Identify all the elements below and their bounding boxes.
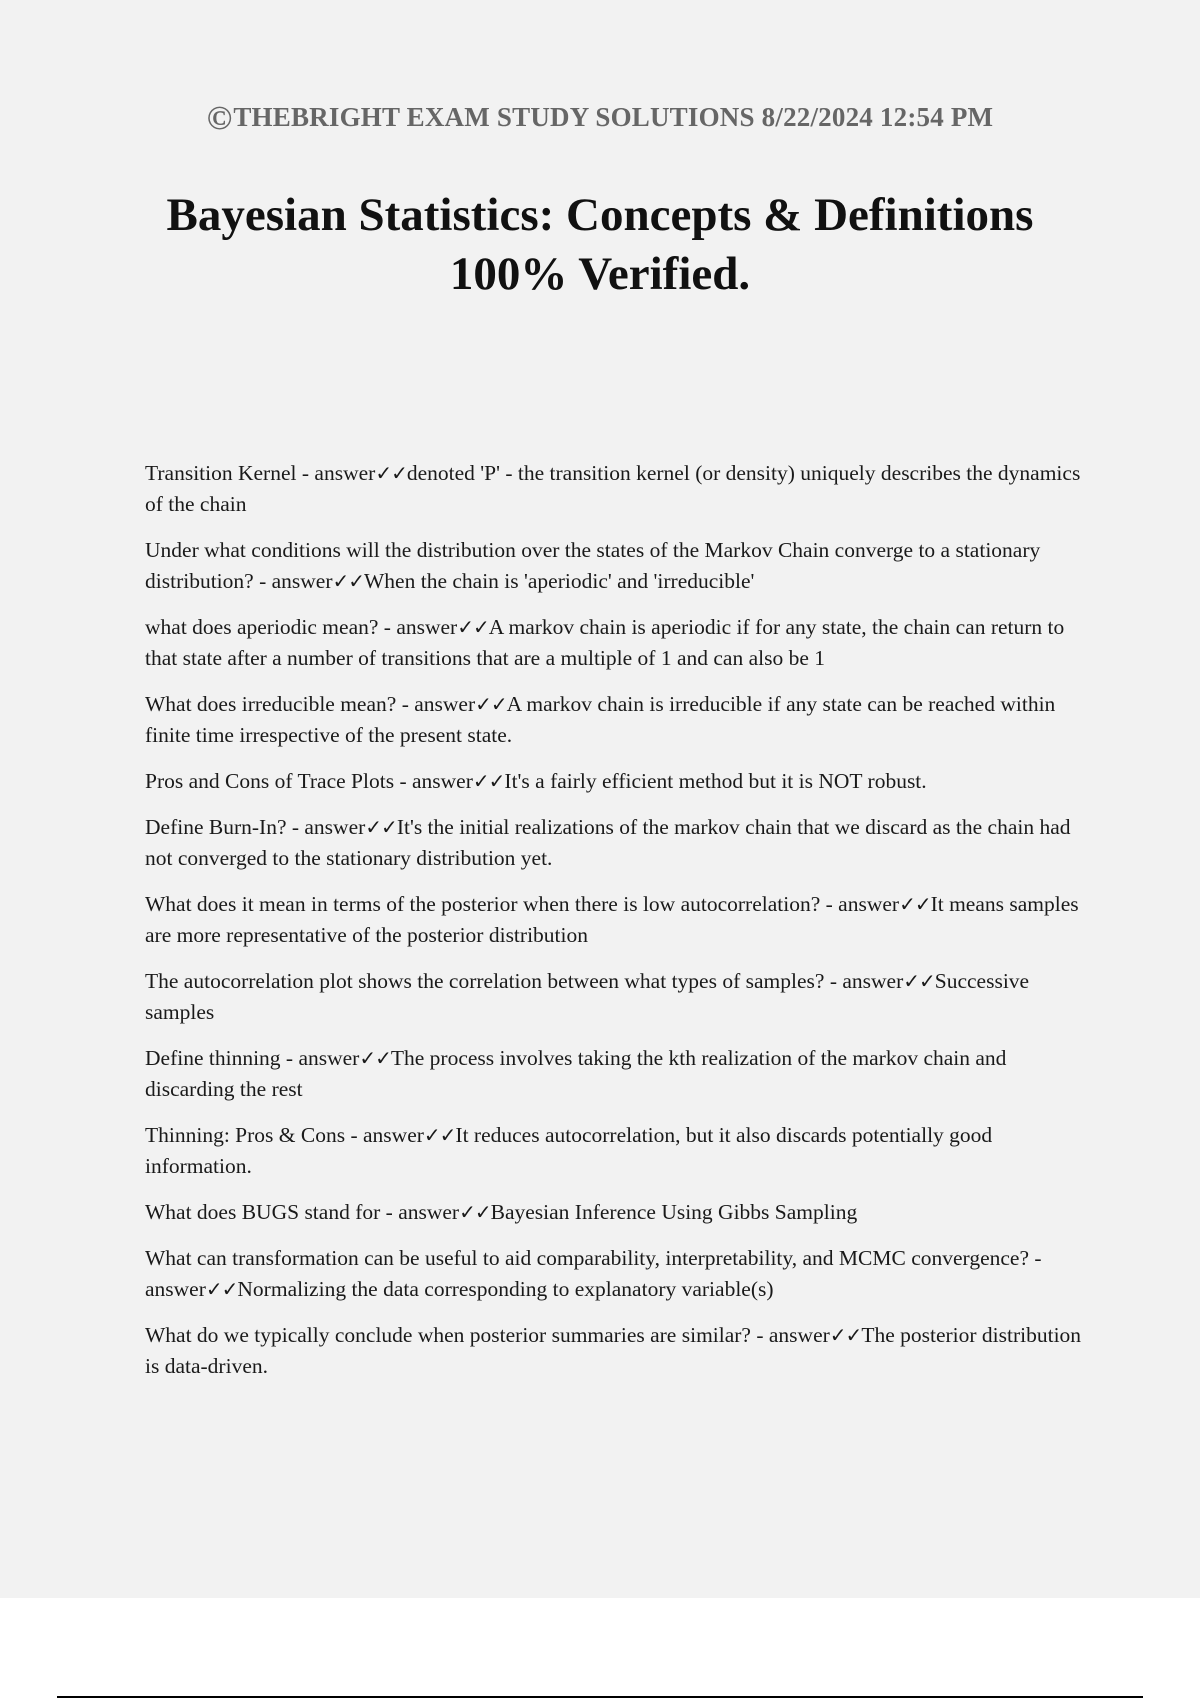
qa-item — [145, 535, 1090, 597]
answer-text: Bayesian Inference Using Gibbs Sampling — [490, 1200, 858, 1224]
question-text: Under what conditions will the distribution over the states of the Markov Chain converge to a stationary distribution? — [145, 538, 1041, 593]
question-text: Pros and Cons of Trace Plots — [145, 769, 395, 793]
title-line-1: Bayesian Statistics: Concepts & Definitions — [166, 189, 1034, 241]
question-text: What can transformation can be useful to aid comparability, interpretability, and MCMC convergence? — [145, 1246, 1029, 1270]
qa-item — [145, 1243, 1090, 1305]
double-check-icon: ✓✓ — [423, 1123, 456, 1147]
watermark-header — [0, 100, 1200, 138]
answer-separator: - answer — [296, 461, 376, 485]
title-line-2: 100% Verified. — [449, 248, 751, 300]
qa-list — [145, 458, 1090, 1397]
question-text: The autocorrelation plot shows the correlation between what types of samples? — [145, 969, 825, 993]
qa-item — [145, 1320, 1090, 1382]
answer-text: It's the initial realizations of the markov chain that we discard as the chain had not converged to the stationary distribution yet. — [145, 815, 1071, 870]
answer-separator: - answer — [253, 569, 333, 593]
answer-text: It reduces autocorrelation, but it also discards potentially good information. — [145, 1123, 993, 1178]
answer-text: A markov chain is irreducible if any state can be reached within finite time irrespective of the present state. — [145, 692, 1056, 747]
qa-item — [145, 612, 1090, 674]
double-check-icon: ✓✓ — [375, 461, 407, 485]
double-check-icon: ✓✓ — [459, 1200, 491, 1224]
qa-item — [145, 1197, 1090, 1228]
double-check-icon: ✓✓ — [899, 892, 931, 916]
question-text: Define thinning — [145, 1046, 281, 1070]
answer-separator: - answer — [286, 815, 366, 839]
double-check-icon: ✓✓ — [475, 692, 507, 716]
question-text: What do we typically conclude when posterior summaries are similar? — [145, 1323, 751, 1347]
copyright-icon: © — [206, 100, 233, 137]
answer-separator: - answer — [394, 769, 473, 793]
answer-text: denoted 'P' - the transition kernel (or density) uniquely describes the dynamics of the chain — [145, 461, 1081, 516]
answer-text: It's a fairly efficient method but it is NOT robust. — [504, 769, 927, 793]
question-text: what does aperiodic mean? — [145, 615, 379, 639]
answer-separator: - answer — [824, 969, 904, 993]
qa-item — [145, 889, 1090, 951]
answer-text: Successive samples — [145, 969, 1030, 1024]
answer-text: It means samples are more representative of the posterior distribution — [145, 892, 1079, 947]
answer-text: The process involves taking the kth realization of the markov chain and discarding the rest — [145, 1046, 1007, 1101]
answer-separator: - answer — [378, 615, 458, 639]
answer-separator: - answer — [380, 1200, 460, 1224]
question-text: What does BUGS stand for — [145, 1200, 381, 1224]
qa-item — [145, 689, 1090, 751]
answer-separator: - answer — [280, 1046, 360, 1070]
qa-item — [145, 812, 1090, 874]
question-text: What does irreducible mean? — [145, 692, 397, 716]
double-check-icon: ✓✓ — [359, 1046, 391, 1070]
qa-item — [145, 1043, 1090, 1105]
question-text: Thinning: Pros & Cons — [145, 1123, 346, 1147]
answer-text: When the chain is 'aperiodic' and 'irreducible' — [364, 569, 755, 593]
qa-item — [145, 766, 1090, 797]
answer-separator: - answer — [145, 1246, 1042, 1301]
answer-separator: - answer — [820, 892, 900, 916]
answer-text: The posterior distribution is data-driven. — [145, 1323, 1082, 1378]
double-check-icon: ✓✓ — [205, 1277, 238, 1301]
answer-separator: - answer — [396, 692, 476, 716]
question-text: What does it mean in terms of the posterior when there is low autocorrelation? — [145, 892, 821, 916]
double-check-icon: ✓✓ — [829, 1323, 862, 1347]
double-check-icon: ✓✓ — [472, 769, 505, 793]
qa-item — [145, 458, 1090, 520]
answer-text: A markov chain is aperiodic if for any state, the chain can return to that state after a number of transitions that are a multiple of 1 and can also be 1 — [145, 615, 1065, 670]
page-title — [100, 186, 1100, 304]
double-check-icon: ✓✓ — [457, 615, 489, 639]
qa-item — [145, 1120, 1090, 1182]
question-text: Transition Kernel — [145, 461, 297, 485]
answer-text: Normalizing the data corresponding to explanatory variable(s) — [237, 1277, 774, 1301]
answer-separator: - answer — [750, 1323, 830, 1347]
double-check-icon: ✓✓ — [332, 569, 365, 593]
double-check-icon: ✓✓ — [365, 815, 397, 839]
watermark-text: THEBRIGHT EXAM STUDY SOLUTIONS 8/22/2024 12:54 PM — [233, 102, 994, 132]
double-check-icon: ✓✓ — [903, 969, 935, 993]
question-text: Define Burn-In? — [145, 815, 287, 839]
footer-divider — [57, 1696, 1143, 1698]
qa-item — [145, 966, 1090, 1028]
answer-separator: - answer — [345, 1123, 424, 1147]
